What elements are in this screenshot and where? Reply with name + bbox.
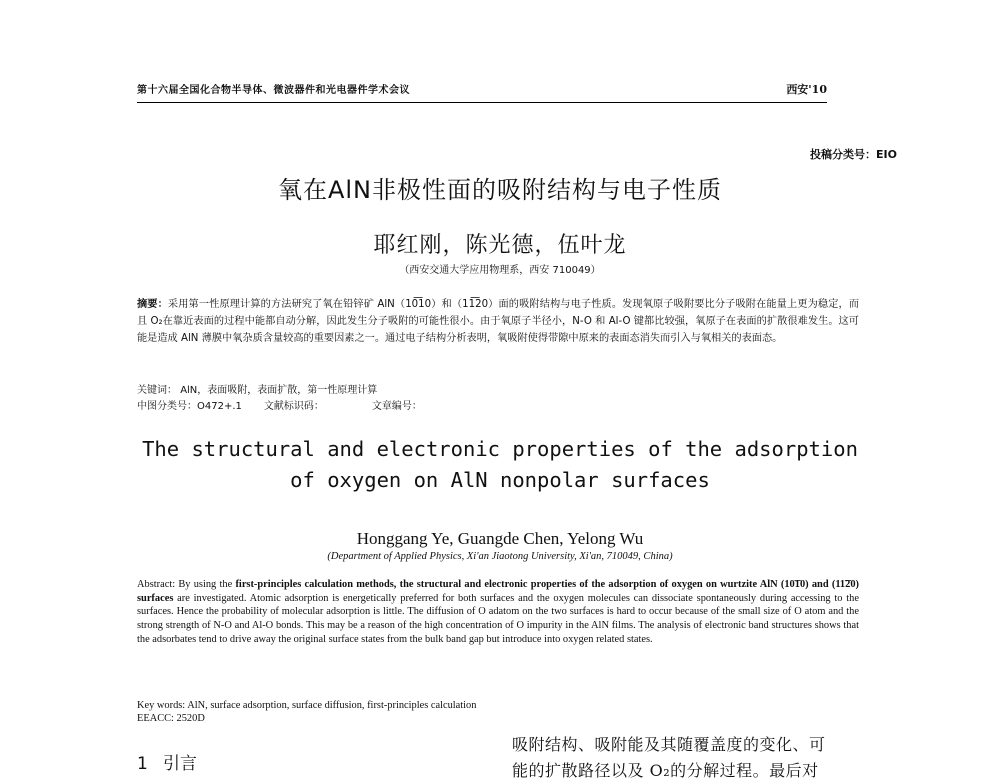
english-abstract-label: Abstract: bbox=[137, 579, 176, 590]
chinese-keywords-row bbox=[137, 383, 422, 399]
chinese-classification-row bbox=[137, 399, 422, 415]
english-keywords-block bbox=[137, 699, 476, 725]
english-title-line-1: The structural and electronic properties of the adsorption bbox=[142, 437, 858, 461]
english-abstract bbox=[137, 578, 859, 647]
body-line-1: 吸附结构、吸附能及其随覆盖度的变化、可 bbox=[512, 735, 826, 754]
section-title: 引言 bbox=[163, 754, 197, 774]
clc-label: 中图分类号： bbox=[137, 401, 197, 412]
article-number-label: 文章编号： bbox=[371, 401, 422, 412]
english-abstract-lead: By using the bbox=[178, 579, 233, 590]
english-abstract-bold: first-principles calculation methods, the structural and electronic properties of the adsorption of oxygen on wurtzite AlN (10͞10) and (11͞20) surfaces bbox=[137, 579, 859, 604]
english-title-line-2: of oxygen on AlN nonpolar surfaces bbox=[290, 468, 710, 492]
english-keywords: AlN, surface adsorption, surface diffusion, first-principles calculation bbox=[187, 700, 477, 711]
chinese-keywords-block bbox=[137, 383, 422, 415]
english-keywords-row bbox=[137, 699, 476, 712]
english-keywords-label: Key words: bbox=[137, 700, 186, 711]
conference-name: 第十六届全国化合物半导体、微波器件和光电器件学术会议 bbox=[137, 85, 410, 96]
eeacc-code: EEACC: 2520D bbox=[137, 713, 205, 724]
chinese-affiliation: （西安交通大学应用物理系，西安 710049） bbox=[399, 265, 601, 276]
location-year: 西安'10 bbox=[786, 83, 827, 96]
chinese-abstract-label: 摘要： bbox=[137, 299, 168, 310]
chinese-authors: 耶红刚，陈光德，伍叶龙 bbox=[373, 233, 627, 258]
body-line-2: 能的扩散路径以及 O₂的分解过程。最后对 bbox=[512, 761, 819, 780]
clc-value: O472+.1 bbox=[197, 401, 242, 412]
english-affiliation: (Department of Applied Physics, Xi'an Jiaotong University, Xi'an, 710049, China) bbox=[327, 551, 673, 562]
submission-classification: 投稿分类号：EIO bbox=[810, 148, 897, 161]
section-heading-introduction bbox=[137, 749, 197, 774]
chinese-abstract-text: 采用第一性原理计算的方法研究了氧在铅锌矿 AlN（10͞10）和（11͞20）面的吸附结构与电子性质。发现氧原子吸附要比分子吸附在能量上更为稳定，而且 O₂在靠近表面的过程中能都自动分解，因此发生分子吸附的可能性很小。由于氧原子半径小，N-O 和 Al-O 键都比较强，氧原子在表面的扩散很难发生。这可能是造成 AlN 薄膜中氧杂质含量较高的重要因素之一。通过电子结构分析表明，氧吸附使得带隙中原来的表面态消失而引入与氧相关的表面态。 bbox=[137, 299, 859, 344]
chinese-keywords: AlN，表面吸附，表面扩散，第一性原理计算 bbox=[180, 385, 378, 396]
section-number: 1 bbox=[137, 754, 148, 774]
english-authors: Honggang Ye, Guangde Chen, Yelong Wu bbox=[356, 529, 644, 548]
running-header bbox=[137, 80, 827, 103]
doc-code-label: 文献标识码： bbox=[263, 401, 324, 412]
english-abstract-text: are investigated. Atomic adsorption is energetically preferred for both surfaces and the oxygen molecules can dissociate spontaneously during accessing to the surfaces. Hence the probability of molecular adsorption is little. The diffusion of O adatom on the two surfaces is hard to occur because of the small size of O atom and the strong strength of N-O and Al-O bonds. This may be a reason of the high concentration of O impurity in the AlN films. The analysis of electronic band structures shows that the adsorbates tend to drive away the original surface states from the bulk band gap but introduce into oxygen related states. bbox=[137, 592, 859, 645]
chinese-keywords-label: 关键词： bbox=[137, 385, 177, 396]
english-title bbox=[0, 434, 1000, 496]
chinese-title: 氧在AlN非极性面的吸附结构与电子性质 bbox=[277, 176, 723, 204]
chinese-abstract bbox=[137, 296, 859, 347]
body-text-right-column bbox=[512, 732, 862, 784]
